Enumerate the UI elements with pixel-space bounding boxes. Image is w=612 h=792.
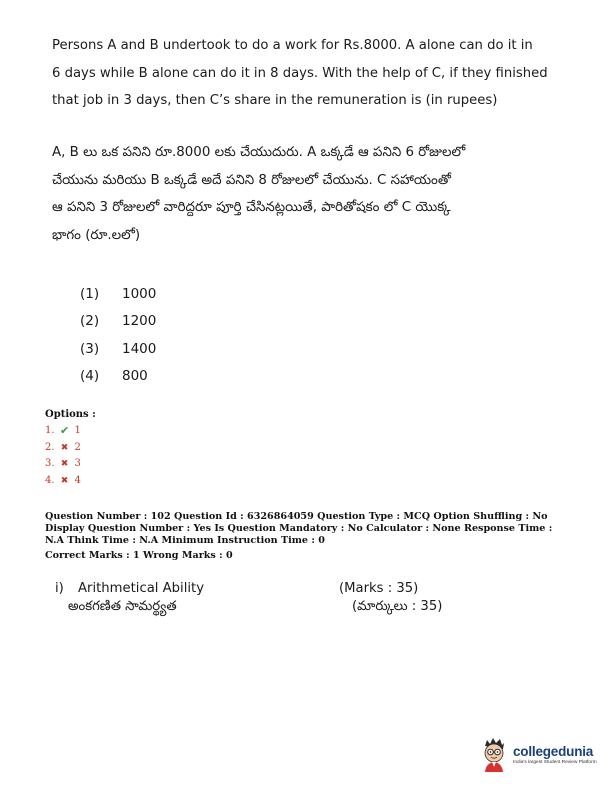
option-item-1 xyxy=(45,423,96,440)
option-label: 3 xyxy=(74,458,81,469)
option-item-2 xyxy=(45,440,96,457)
option-label: 1 xyxy=(74,425,81,436)
question-text-telugu xyxy=(52,139,552,249)
question-line: that job in 3 days, then C’s share in the remuneration is (in rupees) xyxy=(52,93,498,108)
section-title: Arithmetical Ability xyxy=(78,580,204,596)
option-index: 3. xyxy=(45,458,55,469)
cross-icon: ✖ xyxy=(60,459,69,469)
section-row-telugu xyxy=(55,598,575,618)
check-icon: ✔ xyxy=(59,424,70,437)
collegedunia-logo xyxy=(477,732,607,776)
choice-number: (4) xyxy=(80,368,100,385)
section-marks: (Marks : 35) xyxy=(339,580,419,596)
question-line: A, B లు ఒక పనిని రూ.8000 లకు చేయుదురు. A ఒక్కడే ఆ పనిని 6 రోజులలో xyxy=(52,145,466,160)
choice-value: 1000 xyxy=(122,285,157,302)
choice-value: 800 xyxy=(122,368,148,385)
choice-1 xyxy=(80,280,156,308)
marks-info: Correct Marks : 1 Wrong Marks : 0 xyxy=(45,549,233,561)
section-title-telugu: అంకగణిత సామర్థ్యత xyxy=(68,599,177,614)
options-list xyxy=(45,406,96,489)
option-index: 1. xyxy=(45,425,55,436)
choice-number: (2) xyxy=(80,313,100,330)
answer-choices xyxy=(80,280,156,390)
logo-name: collegedunia xyxy=(513,743,594,759)
question-line: 6 days while B alone can do it in 8 days. With the help of C, if they finished xyxy=(52,65,548,81)
option-index: 4. xyxy=(45,474,55,486)
question-line: చేయును మరియు B ఒక్కడే అదే పనిని 8 రోజులలో చేయును. C సహాయంతో xyxy=(52,172,451,188)
cross-icon: ✖ xyxy=(60,442,69,453)
question-line: భాగం (రూ.లలో) xyxy=(52,227,141,243)
question-line: ఆ పనిని 3 రోజులలో వారిద్దరూ పూర్తి చేసినట్లయితే, పారితోషకం లో C యొక్క xyxy=(52,200,451,216)
section-number: i) xyxy=(55,580,64,596)
choice-value: 1200 xyxy=(122,313,157,330)
section-row-english xyxy=(55,578,575,598)
question-line: Persons A and B undertook to do a work for Rs.8000. A alone can do it in xyxy=(52,38,533,53)
choice-4 xyxy=(80,363,156,391)
choice-number: (1) xyxy=(80,285,100,302)
options-heading: Options : xyxy=(45,409,96,420)
section-marks-telugu: (మార్కులు : 35) xyxy=(352,599,443,614)
question-info: Question Number : 102 Question Id : 6326864059 Question Type : MCQ Option Shuffling : No Display Question Number : Yes Is Question Mandatory : No Calculator : None Response Time : N.A Think Time : N.A Minimum Instruction Time : 0 xyxy=(45,511,553,547)
option-item-4 xyxy=(45,473,96,490)
choice-2 xyxy=(80,308,156,336)
choice-number: (3) xyxy=(80,340,100,357)
logo-tagline: India's largest Student Review Platform xyxy=(513,759,597,765)
mascot-icon xyxy=(477,734,511,774)
section-header xyxy=(55,578,575,618)
option-label: 4 xyxy=(74,474,81,486)
question-metadata xyxy=(45,511,570,562)
question-text-english xyxy=(52,32,552,115)
choice-3 xyxy=(80,335,156,363)
option-item-3 xyxy=(45,456,96,473)
option-index: 2. xyxy=(45,441,55,453)
choice-value: 1400 xyxy=(122,340,157,357)
cross-icon: ✖ xyxy=(60,475,69,486)
option-label: 2 xyxy=(74,441,81,453)
